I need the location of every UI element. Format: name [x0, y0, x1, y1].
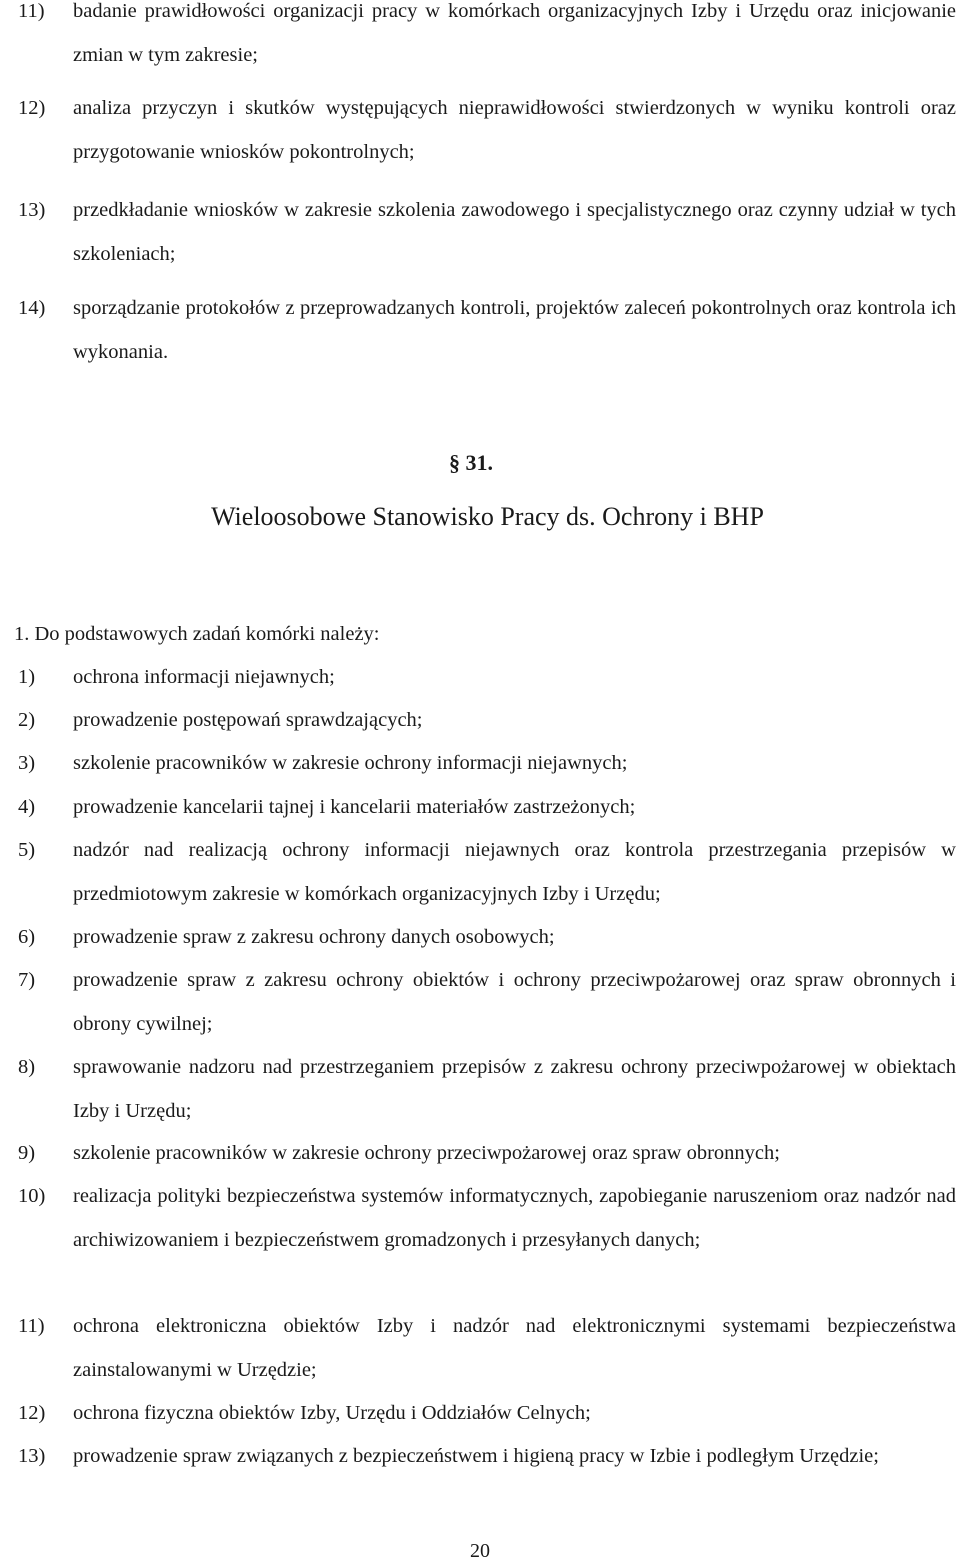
list-item: [18, 742, 956, 786]
item-text: prowadzenie spraw z zakresu ochrony danych osobowych;: [73, 926, 555, 948]
item-number: 12): [18, 97, 46, 119]
item-text: prowadzenie postępowań sprawdzających;: [73, 709, 423, 731]
item-text: realizacja polityki bezpieczeństwa systemów informatycznych, zapobieganie naruszeniom oraz nadzór nad archiwizowaniem i bezpieczeństwem gromadzonych i przesyłanych danych;: [73, 1185, 956, 1251]
item-text: ochrona informacji niejawnych;: [73, 666, 335, 688]
item-number: 14): [18, 297, 46, 319]
list-item: [18, 1175, 956, 1262]
item-text: prowadzenie kancelarii tajnej i kancelarii materiałów zastrzeżonych;: [73, 796, 636, 818]
list-item: [18, 959, 956, 1046]
list-item: [18, 786, 956, 830]
item-number: 7): [18, 969, 36, 991]
item-number: 5): [18, 839, 36, 861]
page-number: 20: [470, 1540, 490, 1562]
item-text: sprawowanie nadzoru nad przestrzeganiem przepisów z zakresu ochrony przeciwpożarowej w obiektach Izby i Urzędu;: [73, 1056, 956, 1122]
item-text: sporządzanie protokołów z przeprowadzanych kontroli, projektów zaleceń pokontrolnych oraz kontrola ich wykonania.: [73, 297, 956, 363]
item-number: 13): [18, 1445, 46, 1467]
item-number: 9): [18, 1142, 36, 1164]
item-text: prowadzenie spraw z zakresu ochrony obiektów i ochrony przeciwpożarowej oraz spraw obronnych i obrony cywilnej;: [73, 969, 956, 1035]
list-item: [18, 189, 956, 276]
list-item: [18, 1435, 956, 1479]
list-item: [18, 699, 956, 743]
section-intro: 1. Do podstawowych zadań komórki należy:: [14, 623, 380, 645]
section-number: § 31.: [449, 450, 493, 475]
list-item: [18, 1392, 956, 1436]
item-number: 10): [18, 1185, 46, 1207]
list-item: [18, 1046, 956, 1133]
list-item: [18, 656, 956, 700]
item-text: ochrona elektroniczna obiektów Izby i nadzór nad elektronicznymi systemami bezpieczeństwa zainstalowanymi w Urzędzie;: [73, 1315, 956, 1381]
item-text: badanie prawidłowości organizacji pracy w komórkach organizacyjnych Izby i Urzędu oraz inicjowanie zmian w tym zakresie;: [73, 0, 956, 66]
list-item: [18, 1305, 956, 1392]
list-item: [18, 87, 956, 174]
list-item: [18, 0, 956, 77]
item-number: 12): [18, 1402, 46, 1424]
item-number: 3): [18, 752, 36, 774]
item-number: 4): [18, 796, 36, 818]
item-text: ochrona fizyczna obiektów Izby, Urzędu i Oddziałów Celnych;: [73, 1402, 591, 1424]
item-number: 2): [18, 709, 36, 731]
item-text: nadzór nad realizacją ochrony informacji niejawnych oraz kontrola przestrzegania przepisów w przedmiotowym zakresie w komórkach organizacyjnych Izby i Urzędu;: [73, 839, 956, 905]
list-item: [18, 1132, 956, 1176]
list-item: [18, 916, 956, 960]
item-text: szkolenie pracowników w zakresie ochrony przeciwpożarowej oraz spraw obronnych;: [73, 1142, 780, 1164]
item-text: analiza przyczyn i skutków występujących nieprawidłowości stwierdzonych w wyniku kontroli oraz przygotowanie wniosków pokontrolnych;: [73, 97, 956, 163]
item-number: 6): [18, 926, 36, 948]
item-number: 11): [18, 1315, 45, 1337]
item-number: 8): [18, 1056, 36, 1078]
item-number: 11): [18, 0, 45, 22]
list-item: [18, 829, 956, 916]
item-number: 1): [18, 666, 36, 688]
item-text: przedkładanie wniosków w zakresie szkolenia zawodowego i specjalistycznego oraz czynny udział w tych szkoleniach;: [73, 199, 956, 265]
item-text: prowadzenie spraw związanych z bezpieczeństwem i higieną pracy w Izbie i podległym Urzędzie;: [73, 1445, 879, 1467]
item-number: 13): [18, 199, 46, 221]
section-title: Wieloosobowe Stanowisko Pracy ds. Ochrony i BHP: [211, 502, 764, 531]
item-text: szkolenie pracowników w zakresie ochrony informacji niejawnych;: [73, 752, 628, 774]
list-item: [18, 287, 956, 374]
